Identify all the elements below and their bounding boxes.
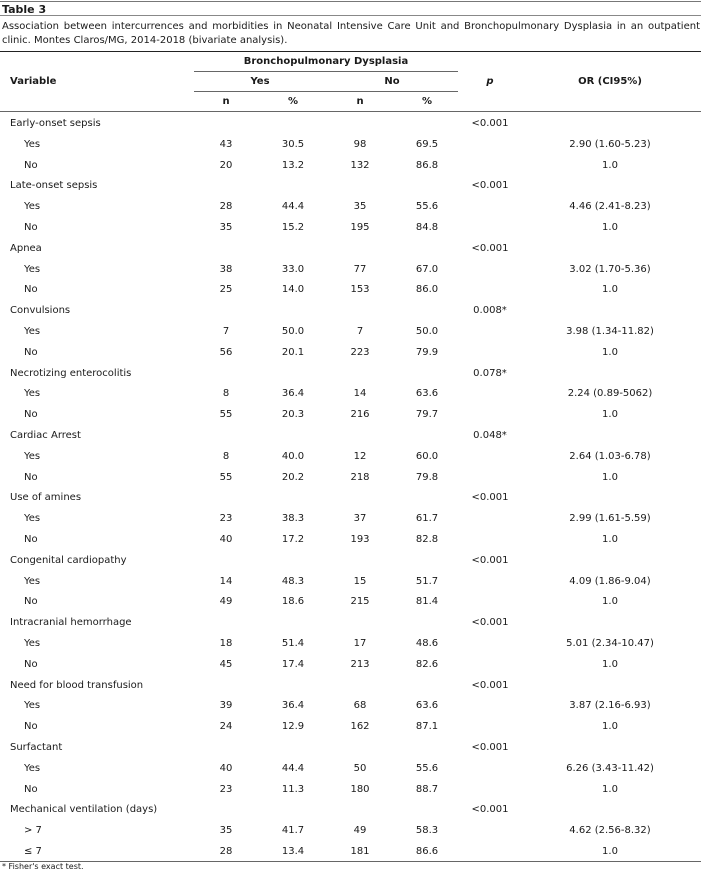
no-n-cell: 223 (350, 347, 370, 358)
or-cell: 1.0 (602, 284, 618, 295)
variable-name: Mechanical ventilation (days) (10, 804, 158, 815)
category-label: Yes (24, 388, 41, 399)
or-cell: 6.26 (3.43-11.42) (566, 763, 654, 774)
variable-name: Necrotizing enterocolitis (10, 368, 132, 379)
yes-n-cell: 14 (219, 576, 233, 587)
no-n-cell: 14 (353, 388, 367, 399)
yes-pct-cell: 11.3 (281, 784, 305, 795)
no-pct-cell: 55.6 (415, 201, 439, 212)
or-cell: 1.0 (602, 409, 618, 420)
no-n-cell: 218 (350, 472, 370, 483)
header-variable: Variable (10, 76, 57, 87)
or-cell: 3.98 (1.34-11.82) (566, 326, 654, 337)
category-label: Yes (24, 638, 41, 649)
table-top-rule (0, 51, 701, 52)
no-n-cell: 77 (353, 264, 367, 275)
no-pct-cell: 87.1 (415, 721, 439, 732)
p-value: <0.001 (471, 243, 509, 254)
or-cell: 3.02 (1.70-5.36) (569, 264, 651, 275)
no-pct-cell: 67.0 (415, 264, 439, 275)
header-no-pct: % (421, 96, 433, 107)
yes-n-cell: 45 (219, 659, 233, 670)
or-cell: 1.0 (602, 472, 618, 483)
table-caption: Association between intercurrences and morbidities in Neonatal Intensive Care Unit and Bronchopulmonary Dysplasia in an outpatient clinic. Montes Claros/MG, 2014-2018 (bivariate analysis). (2, 21, 700, 46)
yes-n-cell: 49 (219, 596, 233, 607)
header-bottom-rule (0, 111, 701, 112)
header-group: Bronchopulmonary Dysplasia (243, 56, 409, 67)
or-cell: 5.01 (2.34-10.47) (566, 638, 654, 649)
no-n-cell: 215 (350, 596, 370, 607)
category-label: Yes (24, 763, 41, 774)
category-label: No (24, 721, 38, 732)
yes-pct-cell: 36.4 (281, 388, 305, 399)
no-pct-cell: 63.6 (415, 388, 439, 399)
no-pct-cell: 61.7 (415, 513, 439, 524)
or-cell: 2.99 (1.61-5.59) (569, 513, 651, 524)
no-pct-cell: 86.0 (415, 284, 439, 295)
header-no: No (384, 76, 400, 87)
yes-n-cell: 39 (219, 700, 233, 711)
variable-name: Use of amines (10, 492, 82, 503)
no-n-cell: 12 (353, 451, 367, 462)
category-label: No (24, 284, 38, 295)
yes-pct-cell: 51.4 (281, 638, 305, 649)
yes-n-cell: 20 (219, 160, 233, 171)
yes-pct-cell: 12.9 (281, 721, 305, 732)
or-cell: 1.0 (602, 534, 618, 545)
category-label: Yes (24, 576, 41, 587)
or-cell: 3.87 (2.16-6.93) (569, 700, 651, 711)
category-label: No (24, 472, 38, 483)
category-label: No (24, 784, 38, 795)
no-n-cell: 49 (353, 825, 367, 836)
yes-pct-cell: 36.4 (281, 700, 305, 711)
variable-name: Intracranial hemorrhage (10, 617, 132, 628)
or-cell: 4.46 (2.41-8.23) (569, 201, 651, 212)
yes-n-cell: 56 (219, 347, 233, 358)
yes-pct-cell: 13.4 (281, 846, 305, 857)
yes-pct-cell: 44.4 (281, 763, 305, 774)
or-cell: 1.0 (602, 347, 618, 358)
p-value: <0.001 (471, 118, 509, 129)
header-yes-n: n (222, 96, 230, 107)
no-pct-cell: 88.7 (415, 784, 439, 795)
yes-n-cell: 25 (219, 284, 233, 295)
no-n-cell: 193 (350, 534, 370, 545)
yes-n-cell: 8 (222, 451, 230, 462)
no-pct-cell: 86.6 (415, 846, 439, 857)
yes-n-cell: 35 (219, 825, 233, 836)
yes-n-cell: 40 (219, 534, 233, 545)
no-pct-cell: 84.8 (415, 222, 439, 233)
variable-name: Late-onset sepsis (10, 180, 98, 191)
yes-n-cell: 35 (219, 222, 233, 233)
or-cell: 2.24 (0.89-5062) (567, 388, 653, 399)
category-label: No (24, 534, 38, 545)
no-pct-cell: 50.0 (415, 326, 439, 337)
yes-n-cell: 55 (219, 409, 233, 420)
category-label: Yes (24, 326, 41, 337)
or-cell: 1.0 (602, 596, 618, 607)
p-value: 0.048* (473, 430, 507, 441)
no-n-cell: 180 (350, 784, 370, 795)
p-value: <0.001 (471, 617, 509, 628)
yes-n-cell: 8 (222, 388, 230, 399)
no-pct-cell: 51.7 (415, 576, 439, 587)
header-subrule (194, 91, 458, 92)
no-pct-cell: 81.4 (415, 596, 439, 607)
variable-name: Convulsions (10, 305, 71, 316)
no-pct-cell: 82.8 (415, 534, 439, 545)
yes-n-cell: 23 (219, 784, 233, 795)
category-label: Yes (24, 700, 41, 711)
variable-name: Surfactant (10, 742, 63, 753)
no-pct-cell: 63.6 (415, 700, 439, 711)
no-n-cell: 7 (356, 326, 364, 337)
variable-name: Need for blood transfusion (10, 680, 144, 691)
category-label: Yes (24, 201, 41, 212)
yes-pct-cell: 13.2 (281, 160, 305, 171)
yes-pct-cell: 44.4 (281, 201, 305, 212)
or-cell: 1.0 (602, 659, 618, 670)
no-n-cell: 15 (353, 576, 367, 587)
category-label: No (24, 222, 38, 233)
yes-pct-cell: 40.0 (281, 451, 305, 462)
no-pct-cell: 55.6 (415, 763, 439, 774)
no-pct-cell: 79.8 (415, 472, 439, 483)
yes-pct-cell: 20.3 (281, 409, 305, 420)
header-or: OR (CI95%) (578, 76, 642, 87)
no-n-cell: 216 (350, 409, 370, 420)
or-cell: 1.0 (602, 160, 618, 171)
p-value: <0.001 (471, 804, 509, 815)
category-label: Yes (24, 513, 41, 524)
header-yes-pct: % (287, 96, 299, 107)
yes-pct-cell: 17.4 (281, 659, 305, 670)
p-value: 0.078* (473, 368, 507, 379)
table-label: Table 3 (0, 1, 701, 16)
no-n-cell: 98 (353, 139, 367, 150)
table-footnote: * Fisher's exact test. (2, 862, 84, 871)
no-pct-cell: 82.6 (415, 659, 439, 670)
or-cell: 1.0 (602, 846, 618, 857)
yes-pct-cell: 18.6 (281, 596, 305, 607)
no-pct-cell: 69.5 (415, 139, 439, 150)
p-value: <0.001 (471, 492, 509, 503)
yes-pct-cell: 30.5 (281, 139, 305, 150)
no-pct-cell: 79.9 (415, 347, 439, 358)
yes-pct-cell: 14.0 (281, 284, 305, 295)
yes-pct-cell: 15.2 (281, 222, 305, 233)
header-no-n: n (356, 96, 364, 107)
variable-name: Apnea (10, 243, 42, 254)
no-n-cell: 181 (350, 846, 370, 857)
no-n-cell: 35 (353, 201, 367, 212)
yes-n-cell: 28 (219, 201, 233, 212)
p-value: 0.008* (473, 305, 507, 316)
no-pct-cell: 58.3 (415, 825, 439, 836)
category-label: No (24, 596, 38, 607)
yes-n-cell: 55 (219, 472, 233, 483)
or-cell: 1.0 (602, 784, 618, 795)
header-yes: Yes (250, 76, 270, 87)
p-value: <0.001 (471, 180, 509, 191)
yes-n-cell: 38 (219, 264, 233, 275)
yes-n-cell: 18 (219, 638, 233, 649)
yes-n-cell: 23 (219, 513, 233, 524)
variable-name: Congenital cardiopathy (10, 555, 127, 566)
no-n-cell: 132 (350, 160, 370, 171)
yes-pct-cell: 20.2 (281, 472, 305, 483)
no-n-cell: 195 (350, 222, 370, 233)
category-label: No (24, 659, 38, 670)
category-label: No (24, 409, 38, 420)
yes-pct-cell: 50.0 (281, 326, 305, 337)
yes-n-cell: 40 (219, 763, 233, 774)
category-label: Yes (24, 264, 41, 275)
no-n-cell: 37 (353, 513, 367, 524)
or-cell: 4.62 (2.56-8.32) (569, 825, 651, 836)
yes-pct-cell: 20.1 (281, 347, 305, 358)
category-label: No (24, 347, 38, 358)
or-cell: 4.09 (1.86-9.04) (569, 576, 651, 587)
variable-name: Early-onset sepsis (10, 118, 101, 129)
or-cell: 1.0 (602, 721, 618, 732)
yes-n-cell: 24 (219, 721, 233, 732)
yes-pct-cell: 17.2 (281, 534, 305, 545)
category-label: > 7 (24, 825, 42, 836)
p-value: <0.001 (471, 742, 509, 753)
no-n-cell: 17 (353, 638, 367, 649)
no-n-cell: 153 (350, 284, 370, 295)
category-label: Yes (24, 451, 41, 462)
or-cell: 2.64 (1.03-6.78) (569, 451, 651, 462)
p-value: <0.001 (471, 680, 509, 691)
yes-pct-cell: 48.3 (281, 576, 305, 587)
p-value: <0.001 (471, 555, 509, 566)
no-pct-cell: 79.7 (415, 409, 439, 420)
yes-pct-cell: 33.0 (281, 264, 305, 275)
header-p: p (486, 76, 494, 87)
category-label: No (24, 160, 38, 171)
no-n-cell: 162 (350, 721, 370, 732)
no-pct-cell: 48.6 (415, 638, 439, 649)
category-label: ≤ 7 (24, 846, 42, 857)
no-n-cell: 68 (353, 700, 367, 711)
no-pct-cell: 86.8 (415, 160, 439, 171)
yes-pct-cell: 38.3 (281, 513, 305, 524)
header-group-rule (194, 71, 458, 72)
variable-name: Cardiac Arrest (10, 430, 81, 441)
no-n-cell: 213 (350, 659, 370, 670)
no-pct-cell: 60.0 (415, 451, 439, 462)
yes-n-cell: 43 (219, 139, 233, 150)
yes-pct-cell: 41.7 (281, 825, 305, 836)
table-bottom-rule (0, 861, 701, 862)
yes-n-cell: 7 (222, 326, 230, 337)
or-cell: 2.90 (1.60-5.23) (569, 139, 651, 150)
no-n-cell: 50 (353, 763, 367, 774)
or-cell: 1.0 (602, 222, 618, 233)
yes-n-cell: 28 (219, 846, 233, 857)
category-label: Yes (24, 139, 41, 150)
